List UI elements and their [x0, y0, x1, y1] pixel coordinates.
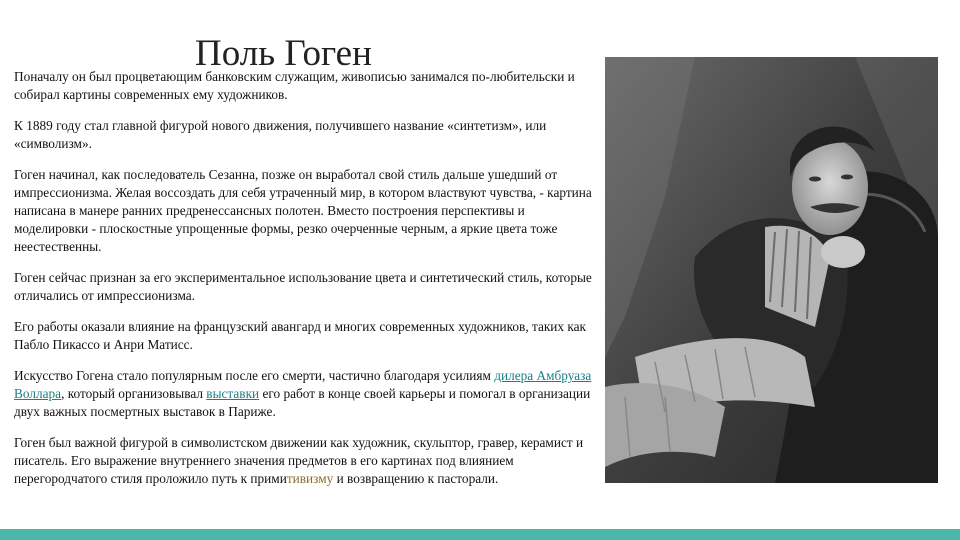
paragraph-7 [14, 434, 594, 488]
paragraph-3: Гоген начинал, как последователь Сезанна, позже он выработал свой стиль дальше ушедший от импрессионизма. Желая воссоздать для себя утраченный мир, в котором властвуют чувства, - картина написана в манере ранних предренессансных полотен. Вместо построения перспективы и моделировки - плоскостные упрощенные формы, резко очерченные черным, а яркие цвета тоже неестественны. [14, 167, 592, 254]
paragraph-4: Гоген сейчас признан за его экспериментальное использование цвета и синтетический стиль, которые отличались от импрессионизма. [14, 270, 592, 303]
paragraph-5: Его работы оказали влияние на французский авангард и многих современных художников, таких как Пабло Пикассо и Анри Матисс. [14, 319, 587, 352]
primitivism-highlight: тивизму [286, 471, 334, 486]
paragraph-7-end: и возвращению к пасторали. [333, 471, 499, 486]
paragraph-7-start: Гоген был важной фигурой в символистском движении как художник, скульптор, гравер, керамист и писатель. Его выражение внутреннего значения предметов в его картинах под влиянием перегородчатого стиля проложило путь к прими [14, 435, 584, 486]
exhibitions-link[interactable]: выставки [206, 386, 260, 401]
dealer-link[interactable]: дилера Амбруаза Воллара [14, 368, 592, 401]
paragraph-1: Поначалу он был процветающим банковским служащим, живописью занимался по-любительски и собирал картины современных ему художников. [14, 69, 575, 102]
slide-title: Поль Гоген [195, 33, 372, 74]
body-text [14, 68, 594, 501]
bottom-accent-bar [0, 529, 960, 540]
portrait-photo [605, 57, 938, 483]
paragraph-6 [14, 367, 594, 421]
paragraph-2: К 1889 году стал главной фигурой нового движения, получившего название «синтетизм», или «символизм». [14, 118, 547, 151]
paragraph-6-start: Искусство Гогена стало популярным после его смерти, частично благодаря усилиям [14, 368, 495, 383]
paragraph-6-end: его работ в конце своей карьеры и помогал в организации двух важных посмертных выставок в Париже. [14, 386, 591, 419]
paragraph-6-middle: , который организовывал [61, 386, 207, 401]
